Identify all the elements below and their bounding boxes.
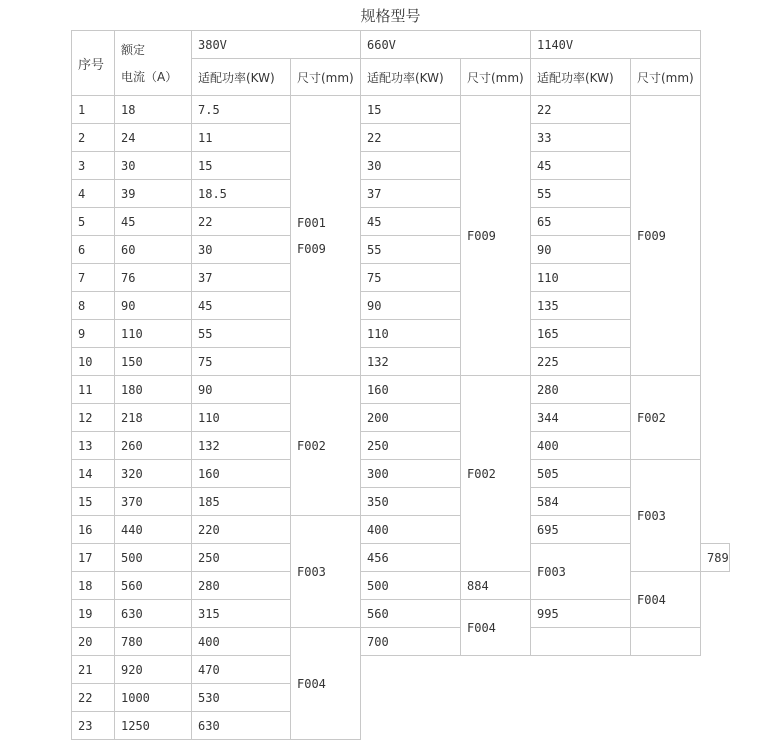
header-size-660: 尺寸(mm) xyxy=(461,59,531,96)
cell-power-1140: 45 xyxy=(531,152,631,180)
cell-seq: 19 xyxy=(72,600,115,628)
cell-seq: 13 xyxy=(72,432,115,460)
cell-current: 260 xyxy=(115,432,192,460)
cell-power-660: 22 xyxy=(361,124,461,152)
cell-power-660: 456 xyxy=(361,544,461,572)
header-current-line1: 额定 xyxy=(121,43,146,57)
cell-size-1140-empty xyxy=(631,628,701,656)
cell-current: 24 xyxy=(115,124,192,152)
cell-power-380: 55 xyxy=(192,320,291,348)
header-1140v: 1140V xyxy=(531,31,701,59)
cell-power-1140: 584 xyxy=(531,488,631,516)
cell-size-380-group4: F004 xyxy=(291,628,361,740)
size-380-f001: F001 xyxy=(297,215,326,230)
cell-seq: 1 xyxy=(72,96,115,124)
cell-size-1140-group1: F009 xyxy=(631,96,701,376)
cell-seq: 11 xyxy=(72,376,115,404)
cell-seq: 7 xyxy=(72,264,115,292)
cell-seq: 5 xyxy=(72,208,115,236)
spec-table xyxy=(71,30,730,740)
cell-current: 60 xyxy=(115,236,192,264)
cell-size-1140-group2: F002 xyxy=(631,376,701,460)
cell-power-1140: 344 xyxy=(531,404,631,432)
cell-power-660: 55 xyxy=(361,236,461,264)
cell-current: 630 xyxy=(115,600,192,628)
cell-seq: 9 xyxy=(72,320,115,348)
cell-power-660: 30 xyxy=(361,152,461,180)
cell-power-380: 18.5 xyxy=(192,180,291,208)
cell-size-1140-group4: F004 xyxy=(631,572,701,628)
cell-power-380: 132 xyxy=(192,432,291,460)
cell-current: 110 xyxy=(115,320,192,348)
header-size-1140: 尺寸(mm) xyxy=(631,59,701,96)
cell-power-380: 530 xyxy=(192,684,291,712)
cell-power-380: 90 xyxy=(192,376,291,404)
table-row xyxy=(72,376,730,404)
cell-power-660: 37 xyxy=(361,180,461,208)
table-row xyxy=(72,460,730,488)
cell-power-380: 30 xyxy=(192,236,291,264)
cell-current: 150 xyxy=(115,348,192,376)
cell-power-1140: 695 xyxy=(531,516,631,544)
cell-power-380: 45 xyxy=(192,292,291,320)
cell-current: 218 xyxy=(115,404,192,432)
table-row xyxy=(72,96,730,124)
table-row xyxy=(72,656,730,684)
table-row xyxy=(72,628,730,656)
cell-seq: 4 xyxy=(72,180,115,208)
cell-size-660-group2: F002 xyxy=(461,376,531,572)
cell-power-1140: 225 xyxy=(531,348,631,376)
header-power-380: 适配功率(KW) xyxy=(192,59,291,96)
cell-power-380: 160 xyxy=(192,460,291,488)
cell-power-660: 15 xyxy=(361,96,461,124)
cell-power-660: 700 xyxy=(361,628,461,656)
cell-seq: 20 xyxy=(72,628,115,656)
cell-current: 780 xyxy=(115,628,192,656)
cell-power-380: 110 xyxy=(192,404,291,432)
cell-current: 560 xyxy=(115,572,192,600)
cell-seq: 8 xyxy=(72,292,115,320)
cell-current: 45 xyxy=(115,208,192,236)
cell-current: 320 xyxy=(115,460,192,488)
cell-current: 1000 xyxy=(115,684,192,712)
cell-power-380: 400 xyxy=(192,628,291,656)
cell-power-660: 250 xyxy=(361,432,461,460)
cell-size-660-group1: F009 xyxy=(461,96,531,376)
cell-power-380: 7.5 xyxy=(192,96,291,124)
cell-power-660: 110 xyxy=(361,320,461,348)
cell-power-660: 75 xyxy=(361,264,461,292)
cell-power-380: 220 xyxy=(192,516,291,544)
cell-power-380: 37 xyxy=(192,264,291,292)
cell-power-1140: 22 xyxy=(531,96,631,124)
cell-power-1140: 400 xyxy=(531,432,631,460)
cell-power-380: 22 xyxy=(192,208,291,236)
header-660v: 660V xyxy=(361,31,531,59)
header-current xyxy=(115,31,192,96)
cell-power-1140: 90 xyxy=(531,236,631,264)
cell-current: 39 xyxy=(115,180,192,208)
cell-power-1140: 33 xyxy=(531,124,631,152)
cell-seq: 16 xyxy=(72,516,115,544)
cell-seq: 3 xyxy=(72,152,115,180)
table-row xyxy=(72,572,730,600)
cell-power-1140: 110 xyxy=(531,264,631,292)
header-380v: 380V xyxy=(192,31,361,59)
cell-power-1140 xyxy=(531,628,631,656)
cell-current: 1250 xyxy=(115,712,192,740)
cell-seq: 17 xyxy=(72,544,115,572)
header-power-660: 适配功率(KW) xyxy=(361,59,461,96)
cell-seq: 15 xyxy=(72,488,115,516)
table-blank-area xyxy=(361,656,701,740)
cell-power-380: 15 xyxy=(192,152,291,180)
size-380-f009: F009 xyxy=(297,241,326,256)
header-seq: 序号 xyxy=(72,31,115,96)
cell-power-1140: 135 xyxy=(531,292,631,320)
cell-seq: 18 xyxy=(72,572,115,600)
cell-power-380: 470 xyxy=(192,656,291,684)
cell-power-380: 280 xyxy=(192,572,291,600)
cell-current: 18 xyxy=(115,96,192,124)
cell-current: 440 xyxy=(115,516,192,544)
header-power-1140: 适配功率(KW) xyxy=(531,59,631,96)
cell-power-660: 300 xyxy=(361,460,461,488)
cell-power-660: 45 xyxy=(361,208,461,236)
header-size-380: 尺寸(mm) xyxy=(291,59,361,96)
cell-power-660: 132 xyxy=(361,348,461,376)
cell-power-1140: 884 xyxy=(461,572,531,600)
cell-seq: 23 xyxy=(72,712,115,740)
cell-power-660: 160 xyxy=(361,376,461,404)
cell-size-660-group4: F004 xyxy=(461,600,531,656)
cell-power-660: 500 xyxy=(361,572,461,600)
cell-size-380-group3: F003 xyxy=(291,516,361,628)
cell-current: 76 xyxy=(115,264,192,292)
cell-current: 180 xyxy=(115,376,192,404)
cell-seq: 10 xyxy=(72,348,115,376)
cell-power-660: 350 xyxy=(361,488,461,516)
cell-seq: 21 xyxy=(72,656,115,684)
cell-size-380-group2: F002 xyxy=(291,376,361,516)
cell-current: 30 xyxy=(115,152,192,180)
cell-power-1140: 995 xyxy=(531,600,631,628)
cell-power-380: 11 xyxy=(192,124,291,152)
cell-power-1140: 55 xyxy=(531,180,631,208)
header-current-line2: 电流（A） xyxy=(121,70,178,84)
cell-seq: 12 xyxy=(72,404,115,432)
cell-power-1140: 505 xyxy=(531,460,631,488)
cell-power-660: 400 xyxy=(361,516,461,544)
cell-power-660: 90 xyxy=(361,292,461,320)
cell-power-380: 630 xyxy=(192,712,291,740)
cell-power-380: 185 xyxy=(192,488,291,516)
cell-size-660-group3: F003 xyxy=(531,544,631,600)
cell-power-660: 560 xyxy=(361,600,461,628)
cell-current: 920 xyxy=(115,656,192,684)
cell-power-1140: 280 xyxy=(531,376,631,404)
cell-size-1140-group3: F003 xyxy=(631,460,701,572)
cell-power-1140: 65 xyxy=(531,208,631,236)
cell-power-660: 200 xyxy=(361,404,461,432)
cell-power-380: 250 xyxy=(192,544,291,572)
cell-power-380: 75 xyxy=(192,348,291,376)
cell-seq: 22 xyxy=(72,684,115,712)
cell-seq: 6 xyxy=(72,236,115,264)
cell-size-380-group1 xyxy=(291,96,361,376)
cell-current: 370 xyxy=(115,488,192,516)
table-title: 规格型号 xyxy=(360,7,421,25)
cell-power-380: 315 xyxy=(192,600,291,628)
cell-current: 500 xyxy=(115,544,192,572)
cell-seq: 2 xyxy=(72,124,115,152)
cell-seq: 14 xyxy=(72,460,115,488)
cell-current: 90 xyxy=(115,292,192,320)
cell-power-1140: 789 xyxy=(701,544,730,572)
cell-power-1140: 165 xyxy=(531,320,631,348)
